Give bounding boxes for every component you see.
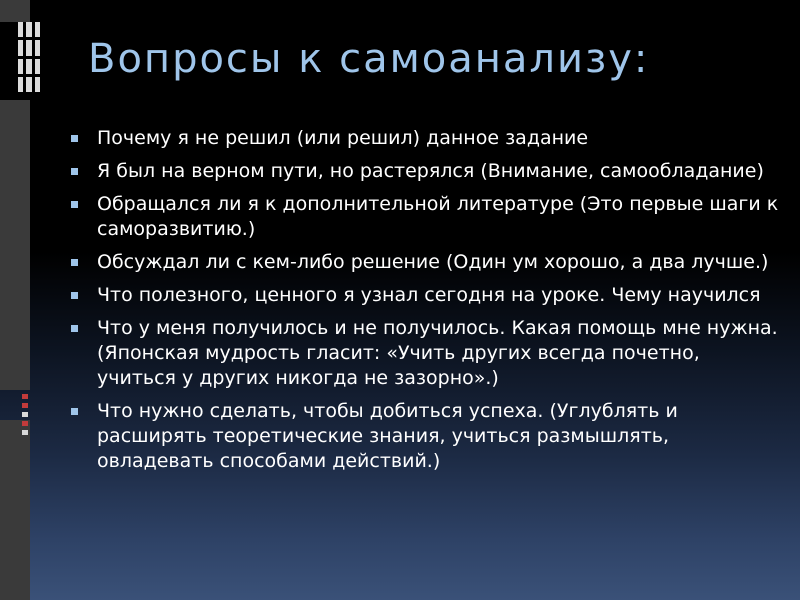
list-item-text: Что полезного, ценного я узнал сегодня на уроке. Чему научился bbox=[97, 284, 761, 306]
list-item-text: Что у меня получилось и не получилось. Какая помощь мне нужна. (Японская мудрость гласит: «Учить других всегда почетно, учиться у других никогда не зазорно».) bbox=[97, 317, 778, 389]
square-bullet-icon bbox=[71, 201, 78, 208]
list-item bbox=[68, 250, 780, 275]
strip-block bbox=[0, 0, 30, 22]
strip-block bbox=[0, 420, 30, 600]
strip-block bbox=[0, 100, 30, 390]
list-item-text: Обсуждал ли с кем-либо решение (Один ум хорошо, а два лучше.) bbox=[97, 251, 769, 273]
square-bullet-icon bbox=[71, 259, 78, 266]
list-item bbox=[68, 192, 780, 242]
list-item bbox=[68, 159, 780, 184]
list-item-text: Почему я не решил (или решил) данное задание bbox=[97, 127, 589, 149]
grid-ornament-icon bbox=[18, 22, 40, 92]
list-item bbox=[68, 126, 780, 151]
accent-dots-icon bbox=[22, 394, 28, 439]
list-item bbox=[68, 283, 780, 308]
list-item bbox=[68, 399, 780, 474]
square-bullet-icon bbox=[71, 135, 78, 142]
list-item-text: Что нужно сделать, чтобы добиться успеха. (Углублять и расширять теоретические знания, учиться размышлять, овладевать способами действий.) bbox=[97, 400, 678, 472]
square-bullet-icon bbox=[71, 292, 78, 299]
list-item bbox=[68, 316, 780, 391]
list-item-text: Обращался ли я к дополнительной литературе (Это первые шаги к саморазвитию.) bbox=[97, 193, 779, 240]
bullet-list bbox=[68, 126, 780, 482]
square-bullet-icon bbox=[71, 168, 78, 175]
square-bullet-icon bbox=[71, 325, 78, 332]
slide-title: Вопросы к самоанализу: bbox=[88, 36, 650, 82]
square-bullet-icon bbox=[71, 408, 78, 415]
list-item-text: Я был на верном пути, но растерялся (Внимание, самообладание) bbox=[97, 160, 764, 182]
